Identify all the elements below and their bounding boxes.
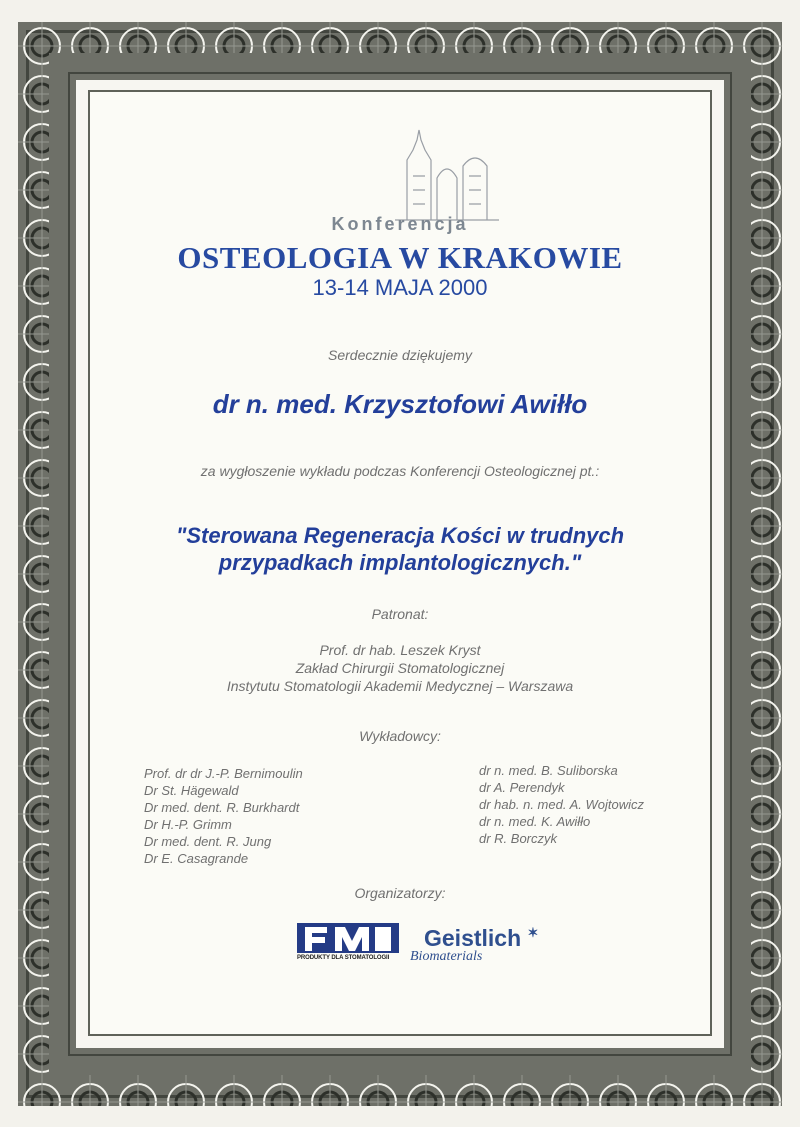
lecturer-item: Dr St. Hägewald: [144, 783, 239, 798]
patron-name: Prof. dr hab. Leszek Kryst: [319, 642, 481, 658]
geistlich-logo: [424, 925, 538, 952]
geistlich-name: Geistlich: [424, 925, 522, 951]
lecture-title-line-2: przypadkach implantologicznych.": [218, 550, 582, 575]
lecturer-item: dr R. Borczyk: [479, 831, 558, 846]
conference-date: 13-14 MAJA 2000: [312, 275, 488, 300]
lecturer-item: dr n. med. B. Suliborska: [479, 763, 618, 778]
lecturers-left-column: [144, 765, 303, 867]
lecture-title-line-1: "Sterowana Regeneracja Kości w trudnych: [175, 523, 625, 548]
conference-word: Konferencja: [331, 214, 469, 234]
lecturer-item: dr n. med. K. Awiłło: [479, 814, 591, 829]
lecturer-item: dr A. Perendyk: [479, 780, 565, 795]
lecture-reason: za wygłoszenie wykładu podczas Konferencji Osteologicznej pt.:: [200, 463, 600, 479]
lecturer-item: dr hab. n. med. A. Wojtowicz: [479, 797, 644, 812]
lecturer-item: Dr med. dent. R. Jung: [144, 834, 272, 849]
fm-caption: PRODUKTY DLA STOMATOLOGII: [297, 955, 390, 961]
lecturer-item: Dr E. Casagrande: [144, 851, 249, 866]
conference-title: OSTEOLOGIA W KRAKOWIE: [177, 240, 623, 275]
thanks-text: Serdecznie dziękujemy: [328, 347, 472, 363]
lecturers-label: Wykładowcy:: [359, 728, 441, 744]
geistlich-star-icon: ✶: [527, 925, 539, 940]
lecturer-item: Prof. dr dr J.-P. Bernimoulin: [144, 766, 303, 781]
recipient-name: dr n. med. Krzysztofowi Awiłło: [212, 389, 588, 419]
lecturers-right-column: [479, 762, 644, 847]
lecture-title: [100, 522, 700, 576]
organizers-label: Organizatorzy:: [354, 885, 446, 901]
patron-institute: Instytutu Stomatologii Akademii Medycznej – Warszawa: [226, 678, 574, 694]
geistlich-subtitle: Biomaterials: [410, 949, 483, 964]
lecturer-item: Dr med. dent. R. Burkhardt: [144, 800, 300, 815]
patron-department: Zakład Chirurgii Stomatologicznej: [295, 660, 505, 676]
lecturer-item: Dr H.-P. Grimm: [144, 817, 232, 832]
patron-block: [100, 641, 700, 695]
patronage-label: Patronat:: [371, 606, 429, 622]
